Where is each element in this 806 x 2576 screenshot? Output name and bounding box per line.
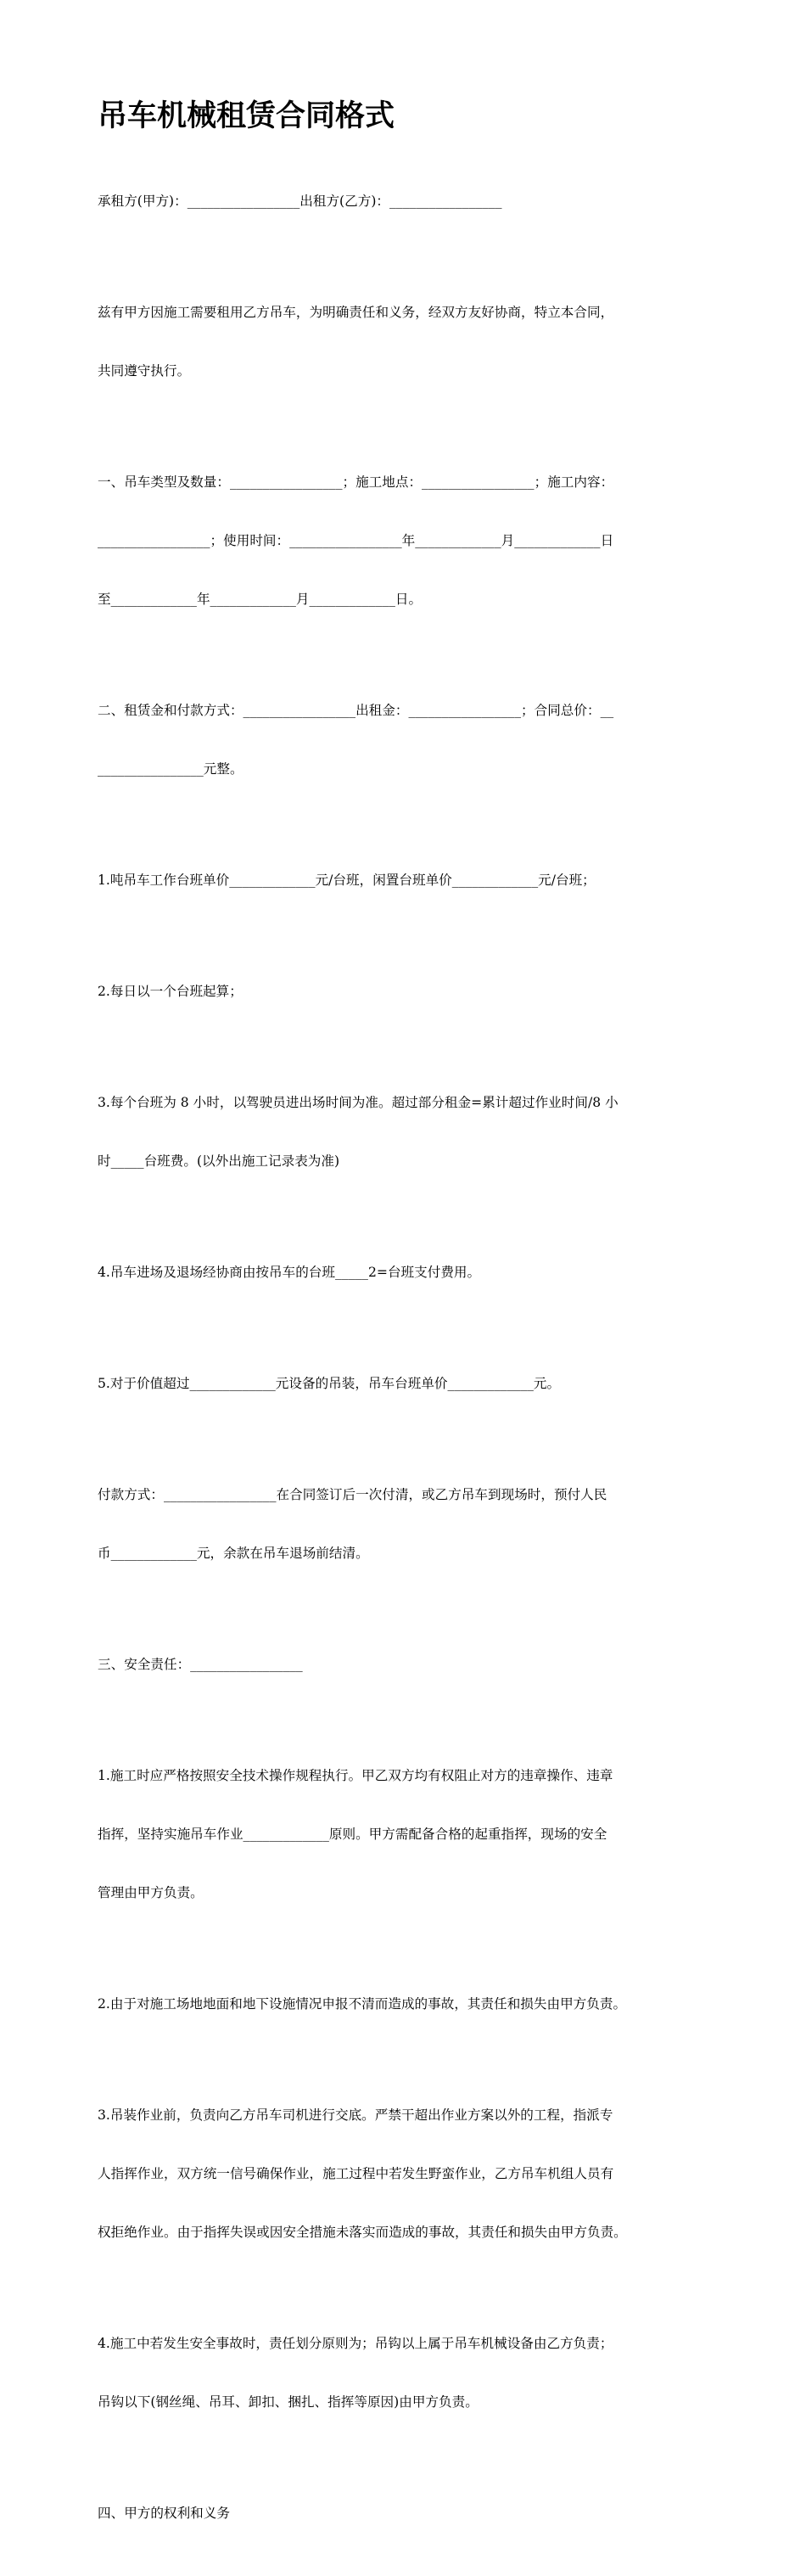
clause-3-2	[98, 1956, 725, 2053]
text-line: 4.施工中若发生安全事故时，责任划分原则为；吊钩以上属于吊车机械设备由乙方负责；	[98, 2336, 613, 2351]
text-line: 1.吨吊车工作台班单价_____________元/台班，闲置台班单价_____________元/台班；	[98, 873, 596, 888]
text-line: 三、安全责任：_________________	[98, 1657, 303, 1672]
text-line: 共同遵守执行。	[98, 363, 191, 379]
section-1-crane-type	[98, 434, 725, 648]
text-line: 5.对于价值超过_____________元设备的吊装，吊车台班单价_____________元。	[98, 1376, 561, 1391]
clause-2-1	[98, 832, 725, 929]
text-line: 一、吊车类型及数量：_________________；施工地点：_________________；施工内容：	[98, 474, 614, 490]
payment-method-paragraph	[98, 1446, 725, 1602]
text-line: 管理由甲方负责。	[98, 1885, 204, 1900]
clause-2-5	[98, 1335, 725, 1433]
text-line: 人指挥作业，双方统一信号确保作业，施工过程中若发生野蛮作业，乙方吊车机组人员有	[98, 2166, 614, 2181]
clause-3-4	[98, 2295, 725, 2451]
text-line: 1.施工时应严格按照安全技术操作规程执行。甲乙双方均有权阻止对方的违章操作、违章	[98, 1768, 613, 1783]
section-2-rent-payment	[98, 662, 725, 818]
text-line: 时_____台班费。(以外出施工记录表为准)	[98, 1153, 340, 1169]
text-line: 2.由于对施工场地地面和地下设施情况申报不清而造成的事故，其责任和损失由甲方负责。	[98, 1996, 627, 2012]
preamble-paragraph	[98, 264, 725, 420]
text-line: 币_____________元，余款在吊车退场前结清。	[98, 1546, 369, 1561]
text-line: 四、甲方的权利和义务	[98, 2506, 230, 2521]
text-line: 2.每日以一个台班起算；	[98, 984, 243, 999]
text-line: 兹有甲方因施工需要租用乙方吊车，为明确责任和义务，经双方友好协商，特立本合同，	[98, 305, 614, 320]
text-line: 承租方(甲方)：_________________出租方(乙方)：_________________	[98, 194, 502, 209]
clause-2-2	[98, 943, 725, 1041]
section-3-safety	[98, 1616, 725, 1714]
document-title: 吊车机械租赁合同格式	[98, 99, 395, 133]
text-line: 3.吊装作业前，负责向乙方吊车司机进行交底。严禁干超出作业方案以外的工程，指派专	[98, 2107, 613, 2123]
clause-3-1	[98, 1727, 725, 1942]
text-line: 二、租赁金和付款方式：_________________出租金：_________________；合同总价：__	[98, 703, 614, 718]
document-body	[98, 95, 725, 2576]
clause-2-4	[98, 1224, 725, 1322]
text-line: ________________元整。	[98, 761, 243, 777]
text-line: _________________；使用时间：_________________年_____________月_____________日	[98, 533, 614, 548]
clause-2-3	[98, 1054, 725, 1210]
text-line: 付款方式：_________________在合同签订后一次付清，或乙方吊车到现场时，预付人民	[98, 1487, 607, 1502]
parties-paragraph	[98, 153, 725, 250]
clause-3-3	[98, 2067, 725, 2281]
text-line: 至_____________年_____________月_____________日。	[98, 592, 423, 607]
text-line: 3.每个台班为 8 小时，以驾驶员进出场时间为准。超过部分租金=累计超过作业时间/8 小	[98, 1095, 618, 1110]
section-4-heading	[98, 2465, 725, 2562]
text-line: 指挥，坚持实施吊车作业_____________原则。甲方需配备合格的起重指挥，现场的安全	[98, 1827, 607, 1842]
text-line: 权拒绝作业。由于指挥失误或因安全措施未落实而造成的事故，其责任和损失由甲方负责。	[98, 2225, 627, 2240]
text-line: 4.吊车进场及退场经协商由按吊车的台班_____2=台班支付费用。	[98, 1265, 481, 1280]
text-line: 吊钩以下(钢丝绳、吊耳、卸扣、捆扎、指挥等原因)由甲方负责。	[98, 2394, 479, 2410]
